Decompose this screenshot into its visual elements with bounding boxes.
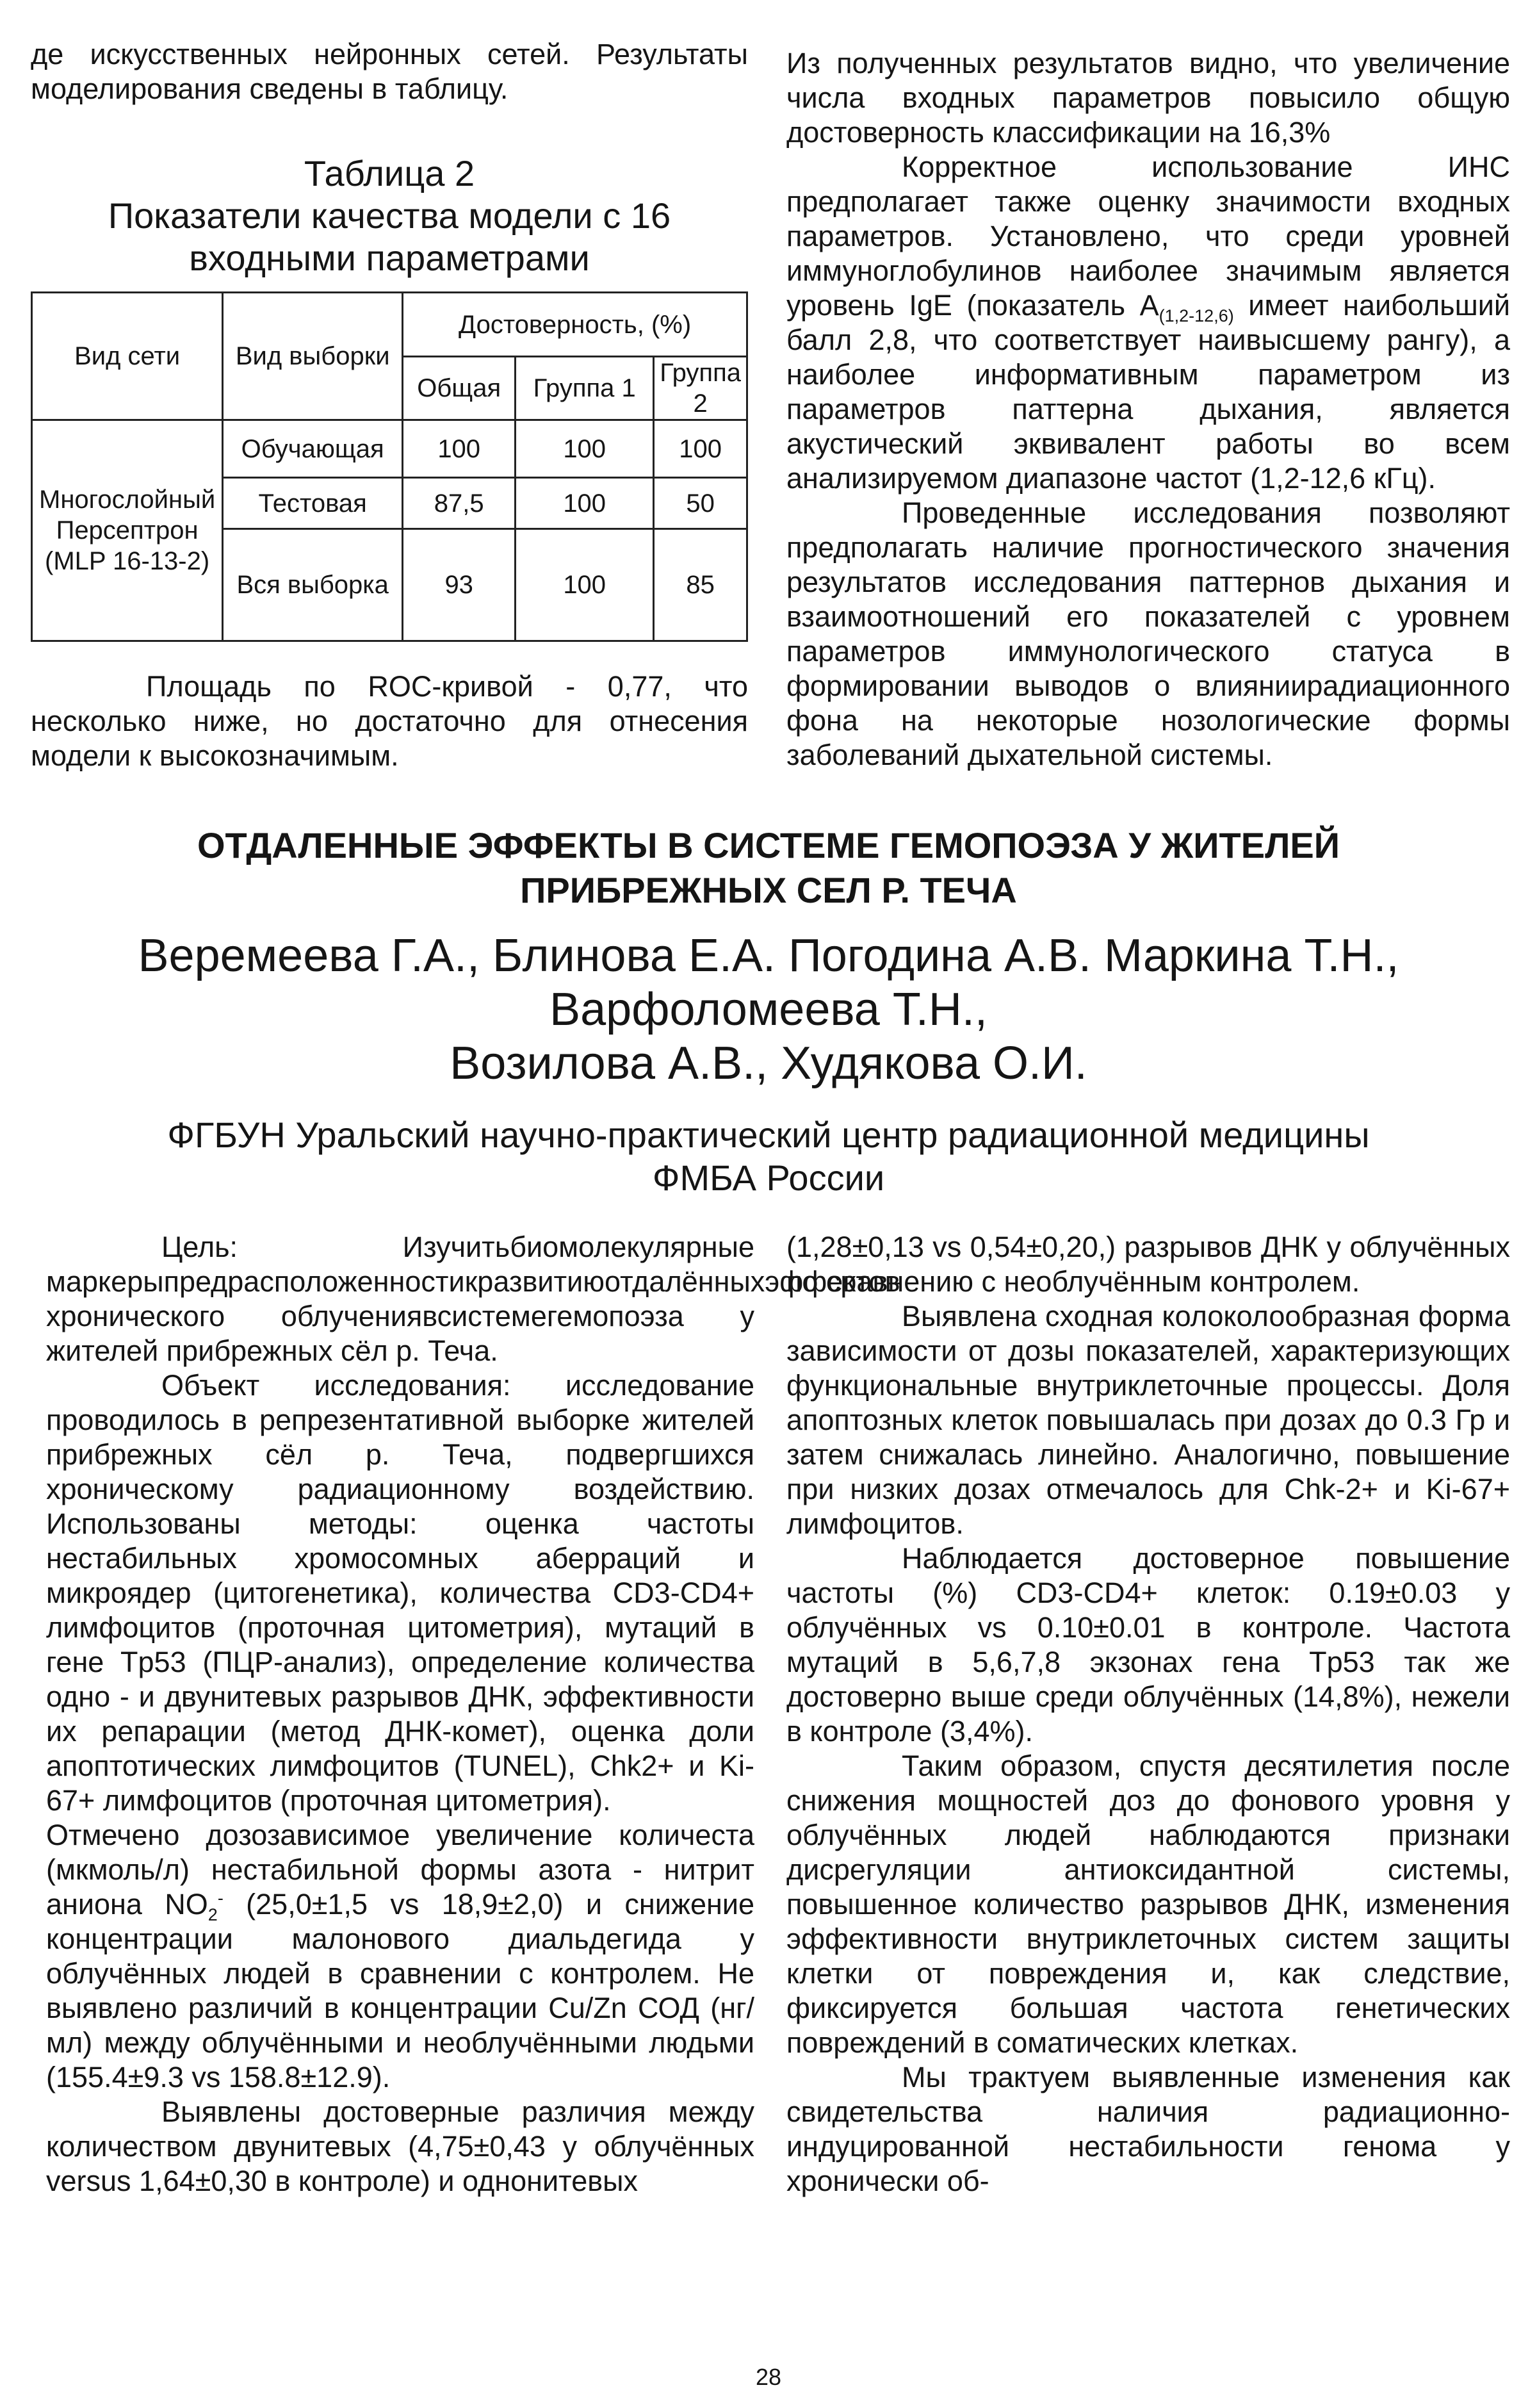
group1-cell: 100: [516, 478, 654, 529]
intro-text: де искусственных нейронных сетей. Результаты моделирования сведены в таблицу.: [31, 38, 748, 105]
group1-cell: 100: [516, 420, 654, 478]
sample-cell: Обучающая: [223, 420, 403, 478]
right-column-top: [786, 46, 1510, 773]
header-sample-type: Вид выборки: [223, 293, 403, 420]
index-subscript: (1,2-12,6): [1159, 306, 1234, 325]
header-accuracy: Достоверность, (%): [403, 293, 747, 357]
header-group1: Группа 1: [516, 357, 654, 420]
article-title-line2: ПРИБРЕЖНЫХ СЕЛ Р. ТЕЧА: [520, 870, 1017, 910]
header-net-type: Вид сети: [32, 293, 223, 420]
right-column-bottom: [786, 1230, 1510, 2199]
table-title: Показатели качества модели с 16 входными параметрами: [108, 195, 671, 278]
group2-cell: 85: [654, 529, 747, 641]
roc-text: Площадь по ROC-кривой - 0,77, что несколько ниже, но достаточно для отнесения модели к высокозначимым.: [31, 670, 748, 772]
roc-paragraph: [31, 669, 748, 773]
paragraph-cd3: Наблюдается достоверное повышение частоты (%) CD3-CD4+ клеток: 0.19±0.03 у облучённых vs 0.10±0.01 в контроле. Частота мутаций в 5,6,7,8 экзонах гена Tp53 так же достоверно выше среди облучённых (14,8%), нежели в контроле (3,4%).: [786, 1542, 1510, 1748]
paragraph-dna-breaks: Выявлены достоверные различия между количеством двунитевых (4,75±0,43 у облучённых versus 1,64±0,30 в контроле) и однонитевых: [46, 2095, 754, 2197]
paragraph-ins: [786, 150, 1510, 496]
total-cell: 87,5: [403, 478, 516, 529]
paragraph-ins-part1: Корректное использование ИНС предполагает также оценку значимости входных параметров. Установлено, что среди уровней иммуноглобулинов наиболее значимым является уровень IgE (показатель А: [786, 151, 1510, 322]
paragraph-goal: Цель: Изучитьбиомолекулярные маркерыпредрасположенностикразвитиюотдалённыхэффектов хронического облучениявсистемегемопоэза у жителей прибрежных сёл р. Теча.: [46, 1231, 900, 1367]
affiliation-line2: ФМБА России: [652, 1158, 885, 1198]
paragraph-interpretation: Мы трактуем выявленные изменения как свидетельства наличия радиационно-индуцированной нестабильности генома у хронически об-: [786, 2061, 1510, 2197]
left-column-bottom: [46, 1230, 900, 2199]
paragraph-nitrite: [46, 1818, 754, 2095]
paragraph-bell-curve: Выявлена сходная колоколообразная форма зависимости от дозы показателей, характеризующих функциональные внутриклеточные процессы. Доля апоптозных клеток повышалась при дозах до 0.3 Гр и затем снижалась линейно. Аналогично, повышение при низких дозах отмечалось для Chk-2+ и Ki-67+ лимфоцитов.: [786, 1300, 1510, 1540]
group2-cell: 100: [654, 420, 747, 478]
authors-line1: Веремеева Г.А., Блинова Е.А. Погодина А.В. Маркина Т.Н.,: [138, 930, 1399, 981]
article-authors: [38, 929, 1499, 1090]
sample-cell: Тестовая: [223, 478, 403, 529]
quality-table: [31, 291, 748, 642]
article-title: [38, 823, 1499, 913]
total-cell: 93: [403, 529, 516, 641]
authors-line2: Варфоломеева Т.Н.,: [549, 984, 988, 1035]
paragraph-object: Объект исследования: исследование проводилось в репрезентативной выборке жителей прибрежных сёл р. Теча, подвергшихся хроническому радиационному воздействию. Использованы методы: оценка частоты нестабильных хромосомных аберраций и микроядер (цитогенетика), количества CD3-CD4+ лимфоцитов (проточная цитометрия), мутаций в гене Tp53 (ПЦР-анализ), определение количества одно - и двунитевых разрывов ДНК, эффективности их репарации (метод ДНК-комет), оценка доли апоптотических лимфоцитов (TUNEL), Chk2+ и Ki-67+ лимфоцитов (проточная цитометрия).: [46, 1369, 754, 1817]
header-total: Общая: [403, 357, 516, 420]
page-number: 28: [755, 2364, 782, 2390]
paragraph-ins-part2: имеет наибольший балл 2,8, что соответствует наивысшему рангу), а наиболее информативным параметром из параметров паттерна дыхания, является акустический эквивалент работы во всем анализируемом диапазоне частот (1,2-12,6 кГц).: [786, 289, 1510, 495]
table-number: Таблица 2: [304, 153, 475, 193]
article-affiliation: [38, 1113, 1499, 1199]
paragraph-summary: Таким образом, спустя десятилетия после снижения мощностей доз до фонового уровня у облучённых людей наблюдаются признаки дисрегуляции антиоксидантной системы, повышенное количество разрывов ДНК, изменения эффективности внутриклеточных систем защиты клетки от повреждения и, как следствие, фиксируется большая частота генетических повреждений в соматических клетках.: [786, 1749, 1510, 2059]
paragraph-results: Из полученных результатов видно, что увеличение числа входных параметров повысило общую достоверность классификации на 16,3%: [786, 47, 1510, 149]
header-group2: Группа 2: [654, 357, 747, 420]
no2-subscript: 2: [207, 1905, 218, 1924]
sample-cell: Вся выборка: [223, 529, 403, 641]
total-cell: 100: [403, 420, 516, 478]
paragraph-nitrite-part2: (25,0±1,5 vs 18,9±2,0) и снижение концентрации малонового диальдегида у облучённых людей в сравнении с контролем. Не выявлено различий в концентрации Cu/Zn СОД (нг/мл) между облучёнными и необлучёнными людьми (155.4±9.3 vs 158.8±12.9).: [46, 1888, 754, 2093]
group2-cell: 50: [654, 478, 747, 529]
no2-superscript: -: [217, 1888, 224, 1908]
paragraph-nitrite-part1: Отмечено дозозависимое увеличение количеста (мкмоль/л) нестабильной формы азота - нитрит аниона NO: [46, 1819, 754, 1921]
table-row: [32, 420, 747, 478]
net-name-cell: Многослойный Персептрон (MLP 16-13-2): [32, 420, 223, 641]
paragraph-dna-cont: (1,28±0,13 vs 0,54±0,20,) разрывов ДНК у облучённых по сравнению с необлучённым контролем.: [786, 1231, 1510, 1298]
affiliation-line1: ФГБУН Уральский научно-практический центр радиационной медицины: [167, 1115, 1370, 1155]
authors-line3: Возилова А.В., Худякова О.И.: [450, 1038, 1087, 1089]
article-title-line1: ОТДАЛЕННЫЕ ЭФФЕКТЫ В СИСТЕМЕ ГЕМОПОЭЗА У ЖИТЕЛЕЙ: [197, 825, 1340, 865]
intro-paragraph: [31, 37, 748, 106]
paragraph-conclusion: Проведенные исследования позволяют предполагать наличие прогностического значения результатов исследования паттернов дыхания и взаимоотношений его показателей с уровнем параметров иммунологического статуса в формировании выводов о влияниирадиационного фона на некоторые нозологические формы заболеваний дыхательной системы.: [786, 496, 1510, 771]
group1-cell: 100: [516, 529, 654, 641]
table-caption: [31, 152, 748, 279]
